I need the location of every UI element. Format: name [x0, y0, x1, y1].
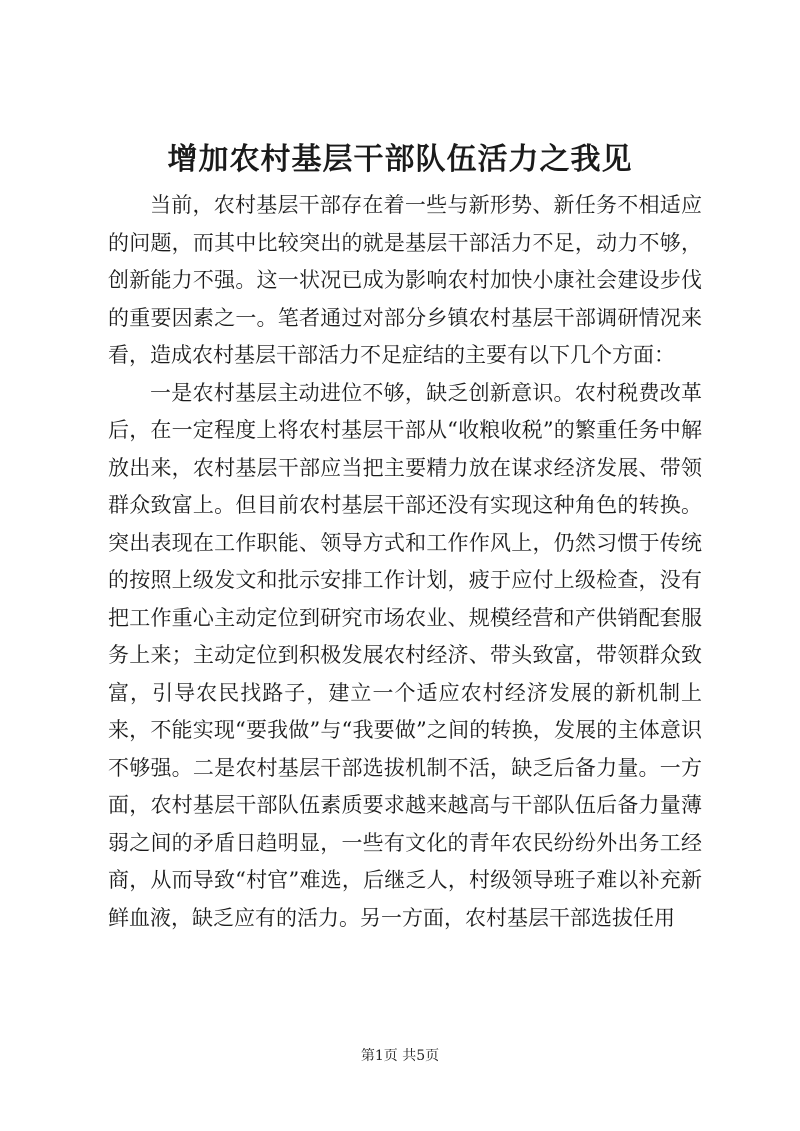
document-title: 增加农村基层干部队伍活力之我见	[167, 142, 633, 177]
document-body	[108, 187, 702, 937]
paragraph-intro: 当前，农村基层干部存在着一些与新形势、新任务不相适应的问题，而其中比较突出的就是基层干部活力不足，动力不够，创新能力不强。这一状况已成为影响农村加快小康社会建设步伐的重要因素之一。笔者通过对部分乡镇农村基层干部调研情况来看，造成农村基层干部活力不足症结的主要有以下几个方面：	[108, 193, 702, 367]
paragraph-point-one: 一是农村基层主动进位不够，缺乏创新意识。农村税费改革后，在一定程度上将农村基层干部从“收粮收税”的繁重任务中解放出来，农村基层干部应当把主要精力放在谋求经济发展、带领群众致富上。但目前农村基层干部还没有实现这种角色的转换。突出表现在工作职能、领导方式和工作作风上，仍然习惯于传统的按照上级发文和批示安排工作计划，疲于应付上级检查，没有把工作重心主动定位到研究市场农业、规模经营和产供销配套服务上来；主动定位到积极发展农村经济、带头致富，带领群众致富，引导农民找路子，建立一个适应农村经济发展的新机制上来，不能实现“要我做”与“我要做”之间的转换，发展的主体意识不够强。二是农村基层干部选拔机制不活，缺乏后备力量。一方面，农村基层干部队伍素质要求越来越高与干部队伍后备力量薄弱之间的矛盾日趋明显，一些有文化的青年农民纷纷外出务工经商，从而导致“村官”难选，后继乏人，村级领导班子难以补充新鲜血液，缺乏应有的活力。另一方面，农村基层干部选拔任用	[108, 380, 702, 930]
page-footer: 第1页 共5页	[360, 1048, 440, 1064]
